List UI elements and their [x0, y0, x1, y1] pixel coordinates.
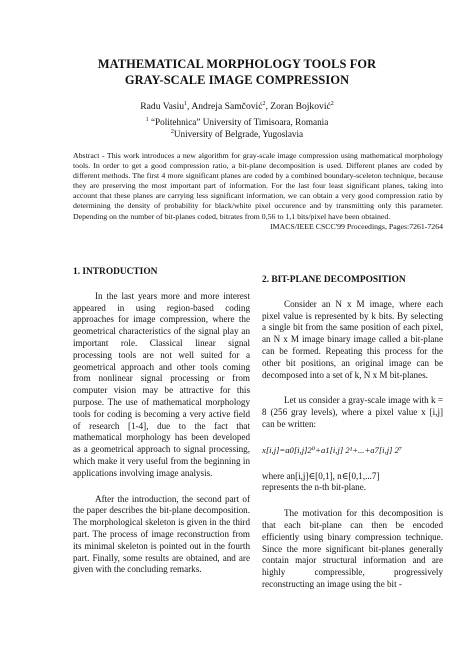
title-line-2: GRAY-SCALE IMAGE COMPRESSION [124, 73, 350, 87]
intro-paragraph-2: After the introduction, the second part of the paper describes the bit-plane decomposition. The morphological skeleton is given in the third part. The process of image reconstruction from its minimal skeleton is pointed out in the fourth part. Finally, some results are obtained, and are given with the concluding remarks. [73, 493, 250, 575]
intro-paragraph-1: In the last years more and more interest appeared in using region-based coding approaches for image compression, where the geometrical characteristics of the signal play an important role. Classical linear signal processing tools are not well suited for a geometrical approach and other tools coming from nonlinear signal processing or from computer vision may be attractive for this purpose. The use of mathematical morphology tools for coding is becoming a very active field of research [1-4], due to the fact that mathematical morphology has been developed as a geometrical approach to signal processing, which make it very useful from the beginning in applications involving image analysis. [73, 290, 250, 478]
affiliation-text: “Politehnica” University of Timisoara, Romania [150, 117, 329, 127]
title-line-1: MATHEMATICAL MORPHOLOGY TOOLS FOR [97, 57, 377, 71]
right-column [262, 275, 443, 605]
affiliations [0, 117, 474, 140]
affiliation-mark: 1 [145, 116, 149, 123]
equation-where-clause: where an[i,j]∈[0,1], n∈[0,1,...7] [262, 470, 380, 481]
section-heading-bit-plane: 2. BIT-PLANE DECOMPOSITION [262, 275, 406, 285]
author-list: Radu Vasiu$^1$, Andreja Samčović$^2$, Zoran Bojković$^2$ [140, 100, 334, 112]
equation-where-clause-2: represents the n-th bit-plane. [262, 482, 367, 493]
abstract-text: Abstract - This work introduces a new algorithm for gray-scale image compression using mathematical morphology tools. In order to get a good compression ratio, a bit-plane decomposition is used. Different planes are coded by different methods. The first 4 more significant planes are coded by a combined boundary-sceleton technique, because they are preserving the most important part of information. For the last four least significant planes, taking into account that these planes are carrying less significant information, we can obtain a very good compression ratio by determining the density of probability for black/white pixel occurence and by transmitting only this parameter. Depending on the number of bit-planes coded, bitrates from 0,56 to 1,1 bits/pixel have been obtained. [73, 151, 443, 221]
bitplane-paragraph-1: Consider an N x M image, where each pixel value is represented by k bits. By selecting a single bit from the same position of each pixel, an N x M image binary image called a bit-plane can be formed. Repeating this process for the other bit positions, an original image can be decomposed into a set of k, N x M bit-planes. [262, 298, 443, 380]
author-affiliation-mark: 2 [262, 100, 266, 107]
affiliation-mark: 2 [170, 128, 174, 135]
author-name: Andreja Samčović [191, 101, 263, 112]
bitplane-paragraph-3: The motivation for this decomposition is that each bit-plane can then be encoded efficiently using binary compression technique. Since the more significant bit-planes generally contain major structural information and are highly compressible, progressively reconstructing an image using the bit - [262, 508, 443, 589]
affiliation-1 [0, 117, 474, 129]
bitplane-equation: x[i,j]=a0[i,j]2⁰+a1[i,j] 2¹+...+a7[i,j] 2⁷ [262, 444, 402, 455]
paper-title [0, 56, 474, 88]
left-column [73, 267, 250, 590]
proceedings-reference: IMACS/IEEE CSCC'99 Proceedings, Pages:7261-7264 [270, 221, 443, 231]
author-name: Radu Vasiu [140, 101, 185, 112]
author-affiliation-mark: 1 [184, 100, 188, 107]
affiliation-2 [0, 129, 474, 141]
author-name: Zoran Bojković [270, 101, 331, 112]
abstract [73, 151, 443, 232]
bitplane-paragraph-2: Let us consider a gray-scale image with k = 8 (256 gray levels), where a pixel value x [i,j] can be written: [262, 395, 443, 429]
author-affiliation-mark: 2 [330, 100, 334, 107]
section-heading-introduction: 1. INTRODUCTION [73, 267, 158, 277]
affiliation-text: University of Belgrade, Yugoslavia [173, 128, 304, 139]
